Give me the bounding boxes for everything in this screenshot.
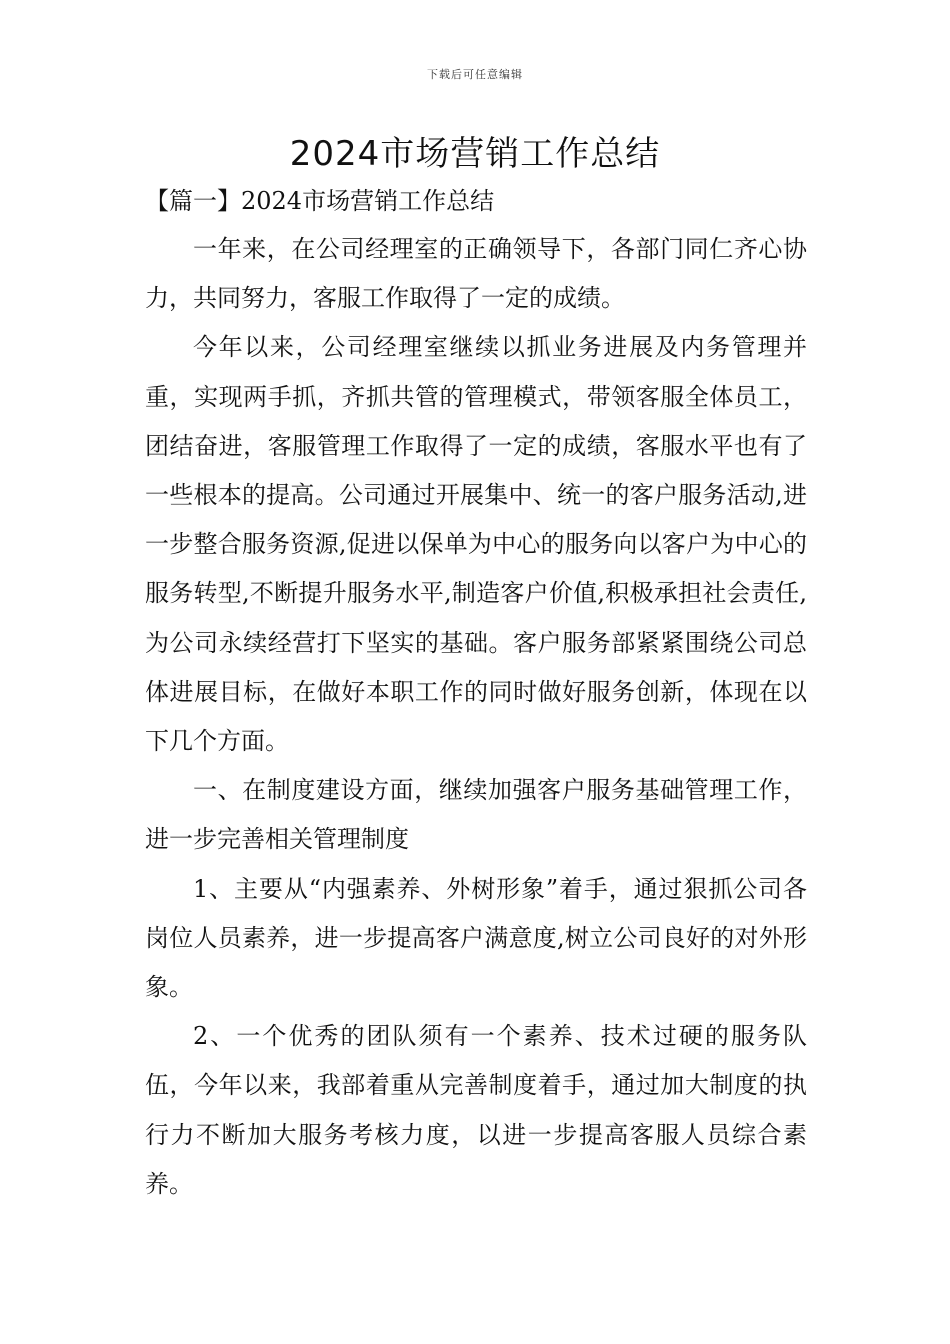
paragraph-overview: 今年以来，公司经理室继续以抓业务进展及内务管理并重，实现两手抓，齐抓共管的管理模式，带领客服全体员工，团结奋进，客服管理工作取得了一定的成绩，客服水平也有了一些根本的提高。公司通过开展集中、统一的客户服务活动,进一步整合服务资源,促进以保单为中心的服务向以客户为中心的服务转型,不断提升服务水平,制造客户价值,积极承担社会责任,为公司永续经营打下坚实的基础。客户服务部紧紧围绕公司总体进展目标，在做好本职工作的同时做好服务创新，体现在以下几个方面。 <box>145 333 807 756</box>
header-note: 下载后可任意编辑 <box>427 68 523 81</box>
paragraph-intro: 一年来，在公司经理室的正确领导下，各部门同仁齐心协力，共同努力，客服工作取得了一定的成绩。 <box>145 235 807 313</box>
document-body <box>145 177 807 1209</box>
paragraph-heading-one: 一、在制度建设方面，继续加强客户服务基础管理工作，进一步完善相关管理制度 <box>145 776 807 854</box>
paragraph-item-2: 2、一个优秀的团队须有一个素养、技术过硬的服务队伍，今年以来，我部着重从完善制度着手，通过加大制度的执行力不断加大服务考核力度，以进一步提高客服人员综合素养。 <box>145 1022 807 1198</box>
paragraph-item-1: 1、主要从“内强素养、外树形象”着手，通过狠抓公司各岗位人员素养，进一步提高客户满意度,树立公司良好的对外形象。 <box>145 874 807 1002</box>
document-title: 2024市场营销工作总结 <box>289 134 661 174</box>
section-title: 【篇一】2024市场营销工作总结 <box>145 187 495 215</box>
